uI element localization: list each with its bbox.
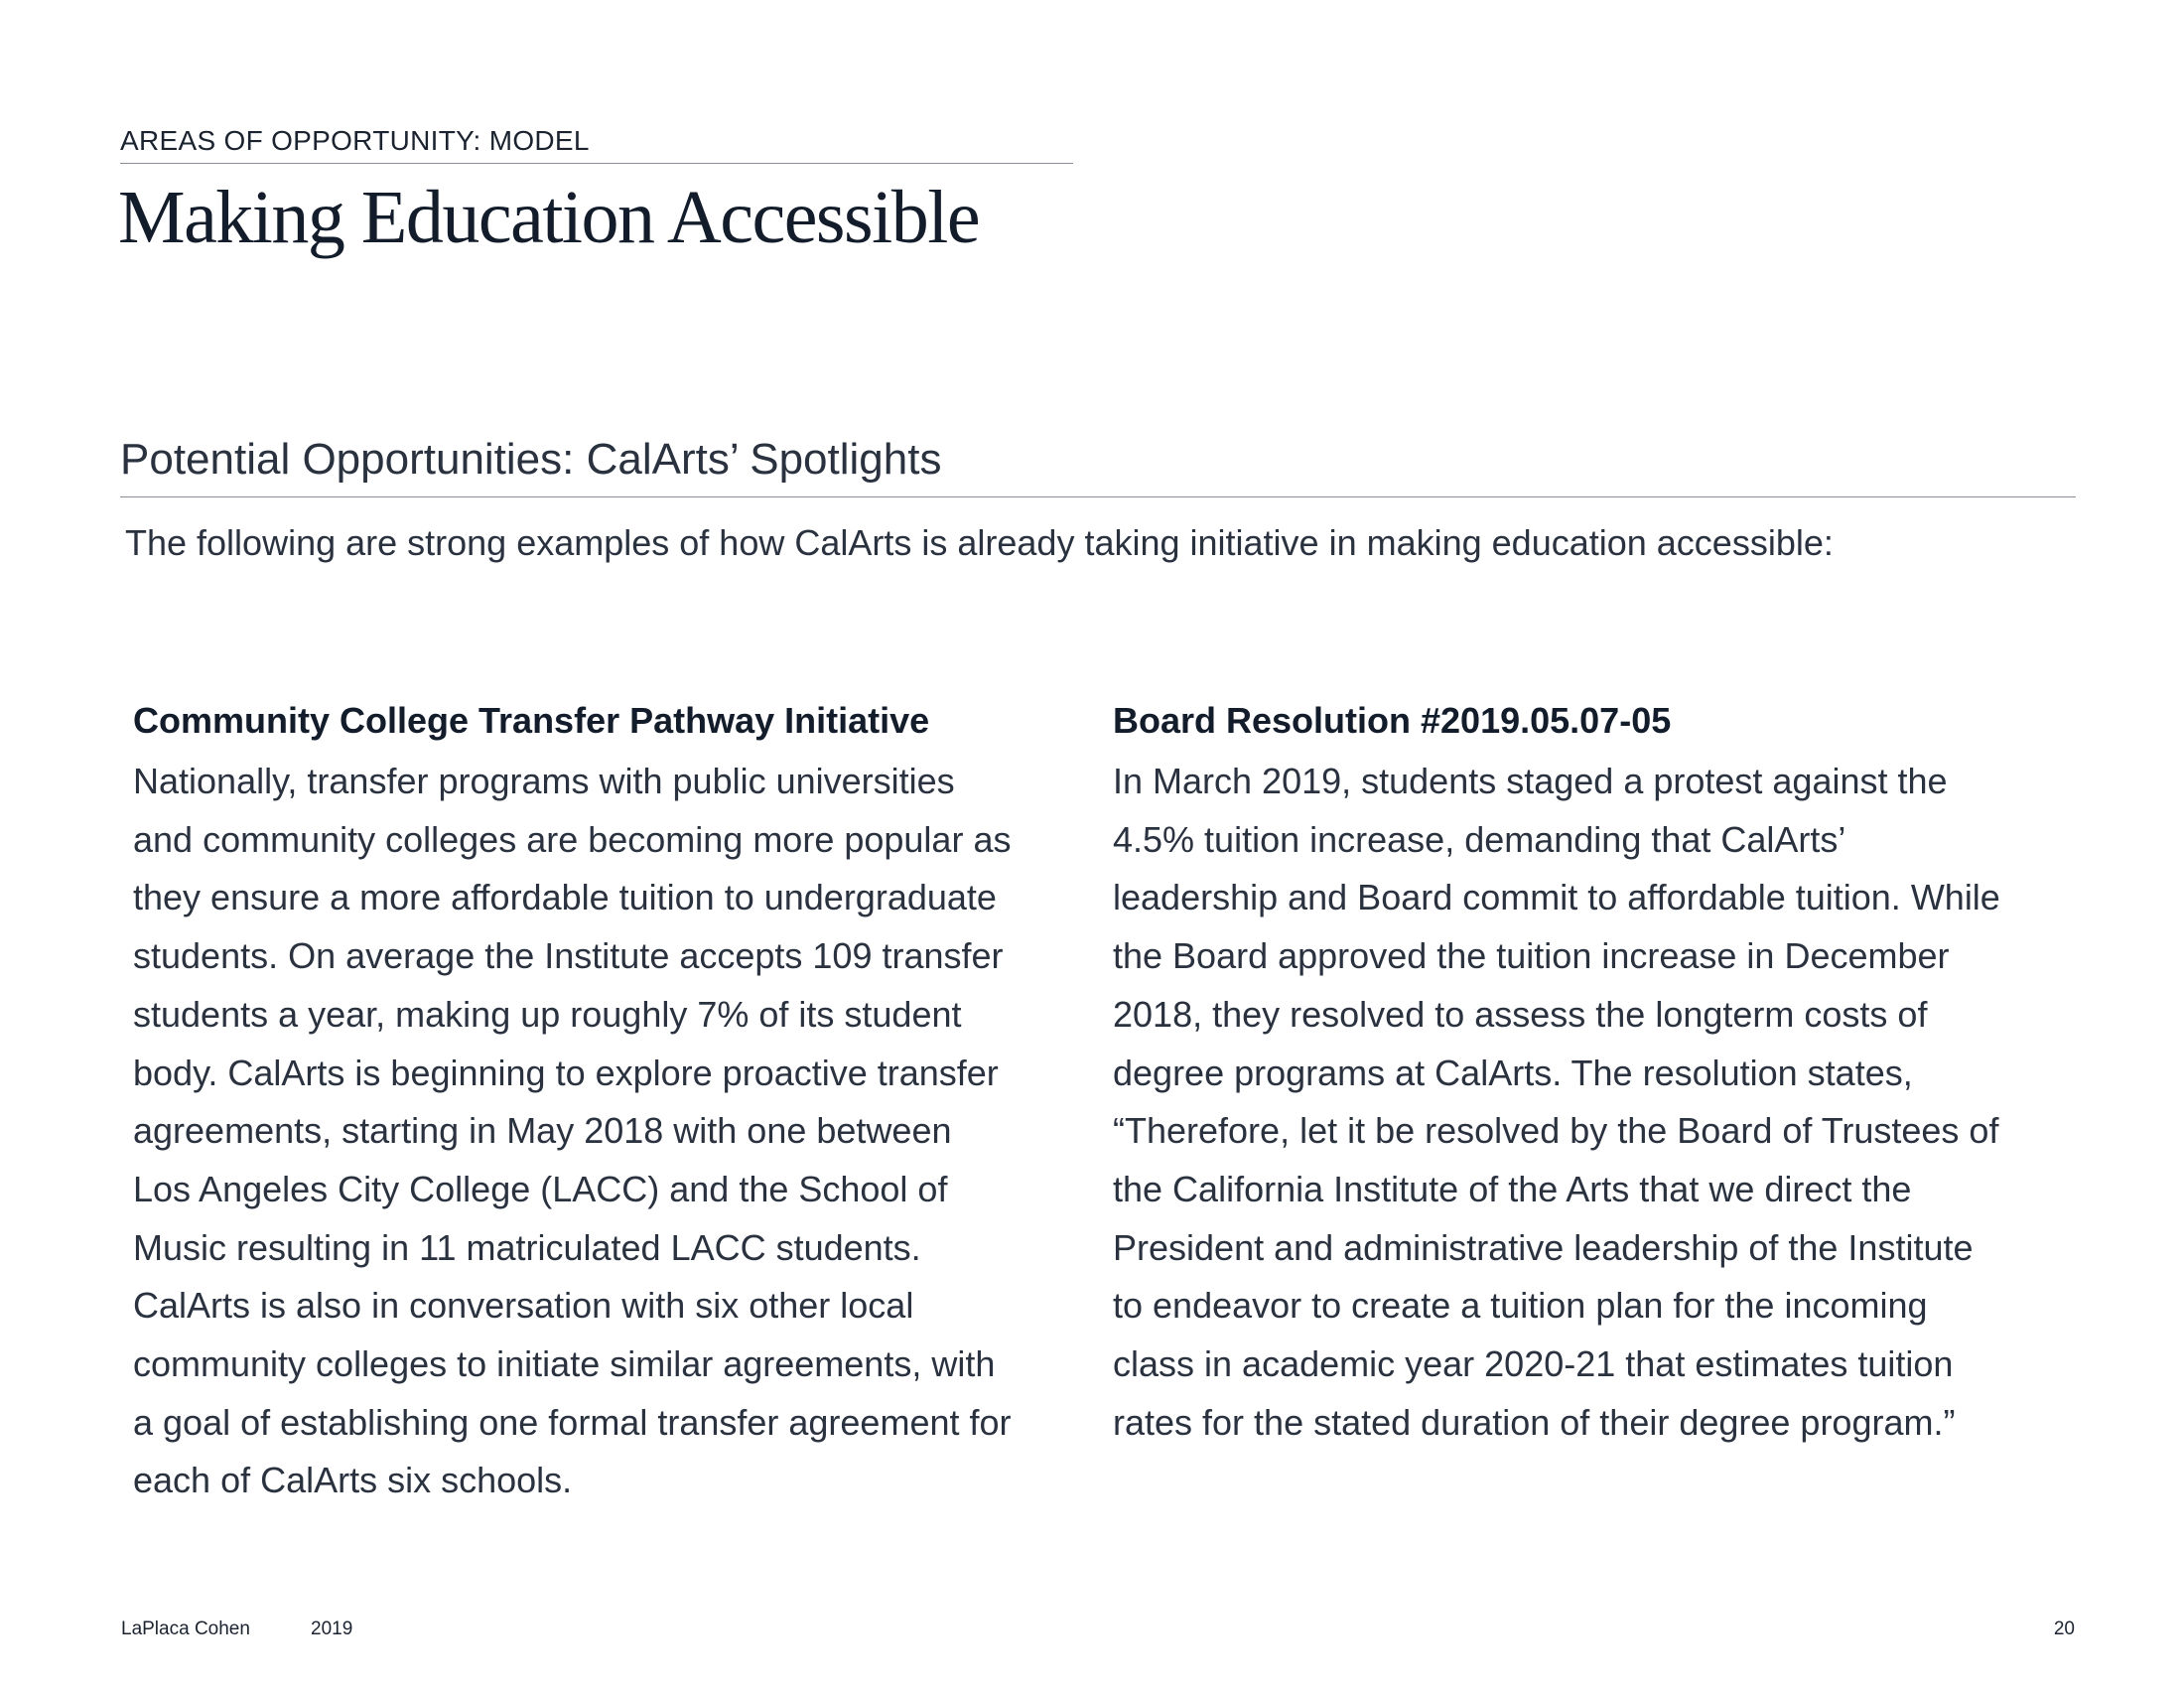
body-line: a goal of establishing one formal transfer agreement for xyxy=(133,1401,1012,1443)
section-subtitle: Potential Opportunities: CalArts’ Spotlights xyxy=(120,435,942,484)
section-intro: The following are strong examples of how CalArts is already taking initiative in making education accessible: xyxy=(125,522,1834,563)
right-column-body xyxy=(1113,753,2066,1452)
body-line: “Therefore, let it be resolved by the Board of Trustees of xyxy=(1113,1110,1999,1152)
body-line: 4.5% tuition increase, demanding that CalArts’ xyxy=(1113,818,1846,860)
page-number: 20 xyxy=(2053,1618,2075,1639)
body-line: community colleges to initiate similar agreements, with xyxy=(133,1343,996,1385)
right-column-heading: Board Resolution #2019.05.07-05 xyxy=(1113,700,1672,741)
body-line: Nationally, transfer programs with public universities xyxy=(133,761,955,801)
right-column xyxy=(1113,695,2066,1452)
left-column-body xyxy=(133,753,1086,1510)
body-line: students a year, making up roughly 7% of its student xyxy=(133,993,962,1035)
body-line: CalArts is also in conversation with six other local xyxy=(133,1285,914,1327)
eyebrow-divider xyxy=(120,163,1073,164)
left-column xyxy=(133,695,1086,1510)
body-line: President and administrative leadership of the Institute xyxy=(1113,1226,1974,1268)
body-line: Los Angeles City College (LACC) and the School of xyxy=(133,1168,948,1209)
body-line: class in academic year 2020-21 that estimates tuition xyxy=(1113,1343,1954,1385)
body-line: body. CalArts is beginning to explore proactive transfer xyxy=(133,1052,999,1093)
footer-brand: LaPlaca Cohen xyxy=(121,1618,250,1639)
left-column-heading: Community College Transfer Pathway Initiative xyxy=(133,700,930,741)
footer-year: 2019 xyxy=(311,1618,353,1639)
body-line: each of CalArts six schools. xyxy=(133,1460,573,1501)
section-eyebrow: AREAS OF OPPORTUNITY: MODEL xyxy=(120,125,590,156)
body-line: the Board approved the tuition increase in December xyxy=(1113,935,1950,977)
body-line: Music resulting in 11 matriculated LACC students. xyxy=(133,1226,921,1268)
subtitle-divider xyxy=(120,496,2076,497)
body-line: agreements, starting in May 2018 with one between xyxy=(133,1110,952,1152)
body-line: to endeavor to create a tuition plan for the incoming xyxy=(1113,1285,1928,1327)
page-title: Making Education Accessible xyxy=(118,176,980,259)
body-line: rates for the stated duration of their degree program.” xyxy=(1113,1401,1956,1443)
body-line: students. On average the Institute accepts 109 transfer xyxy=(133,935,1004,977)
body-line: degree programs at CalArts. The resolution states, xyxy=(1113,1052,1913,1093)
body-line: leadership and Board commit to affordable tuition. While xyxy=(1113,877,2000,918)
body-line: and community colleges are becoming more popular as xyxy=(133,818,1012,860)
body-line: they ensure a more affordable tuition to undergraduate xyxy=(133,877,997,918)
body-line: the California Institute of the Arts that we direct the xyxy=(1113,1168,1912,1209)
body-line: 2018, they resolved to assess the longterm costs of xyxy=(1113,993,1928,1035)
body-line: In March 2019, students staged a protest against the xyxy=(1113,761,1948,801)
